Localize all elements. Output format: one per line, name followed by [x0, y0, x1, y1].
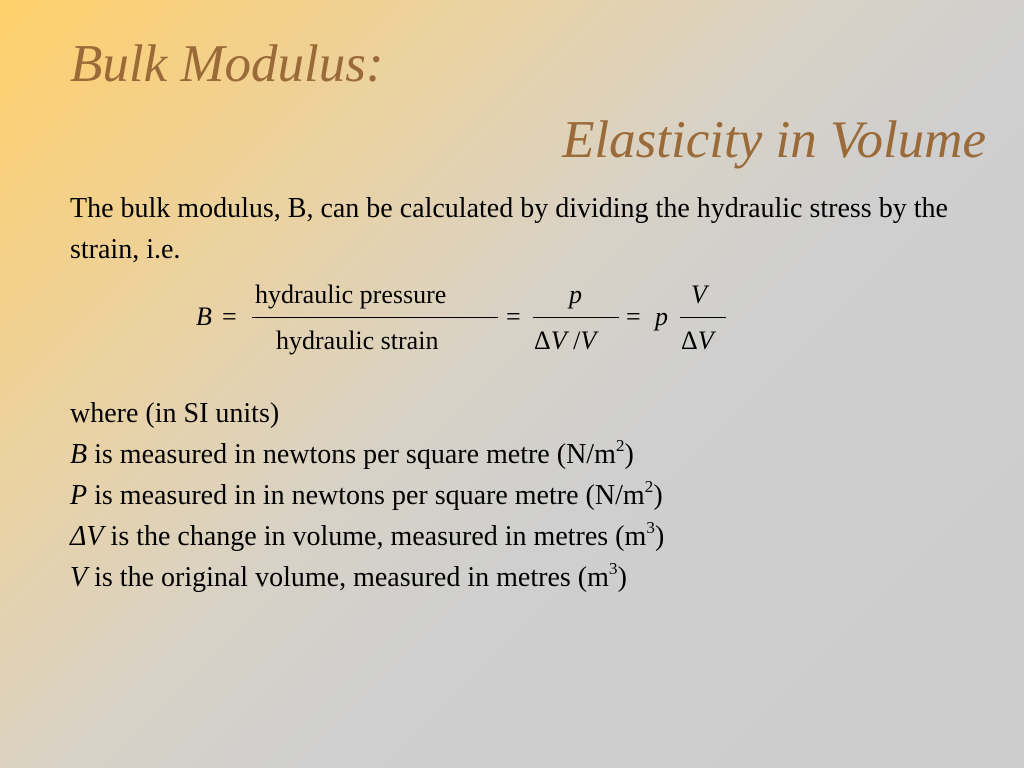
- eq-frac2-numerator: p: [569, 280, 582, 309]
- eq-frac2-slash: /: [566, 326, 581, 355]
- definition-b-symbol: B: [70, 439, 88, 470]
- definition-p: [70, 475, 664, 516]
- eq-frac1-bar: [252, 317, 498, 318]
- eq-lhs-b: B: [196, 302, 212, 331]
- definition-b-sup: 2: [615, 435, 625, 455]
- eq-frac2-bar: [533, 317, 619, 318]
- definition-b: [70, 434, 664, 475]
- definition-delta-v: [70, 516, 664, 557]
- definition-delta-v-text: is the change in volume, measured in metres (m: [103, 521, 647, 552]
- definition-delta-v-close: ): [654, 521, 665, 552]
- definition-v-symbol: V: [70, 562, 88, 593]
- definition-v-text: is the original volume, measured in metres (m: [87, 562, 609, 593]
- eq-equals-1: =: [222, 302, 237, 331]
- eq-p: p: [655, 302, 668, 331]
- eq-frac3-denominator: [681, 328, 714, 354]
- definitions-list: [70, 393, 664, 598]
- eq-frac2-delta: Δ: [534, 326, 551, 355]
- definition-delta-v-symbol: ΔV: [70, 521, 104, 552]
- definition-v: [70, 557, 664, 598]
- eq-frac2-v2: V: [580, 326, 597, 355]
- eq-frac3-delta: Δ: [681, 326, 698, 355]
- definition-b-text: is measured in newtons per square metre (N/m: [87, 439, 616, 470]
- eq-frac1-denominator: hydraulic strain: [276, 326, 439, 355]
- slide-title-line1: Bulk Modulus:: [70, 35, 384, 93]
- bulk-modulus-equation: [196, 277, 736, 357]
- eq-equals-2: =: [506, 302, 521, 331]
- definition-p-symbol: P: [70, 480, 88, 511]
- eq-frac1-numerator: hydraulic pressure: [255, 280, 447, 309]
- definition-b-close: ): [624, 439, 634, 470]
- slide-title-line2: Elasticity in Volume: [562, 111, 986, 169]
- definition-v-sup: 3: [608, 558, 618, 578]
- intro-paragraph: The bulk modulus, B, can be calculated by dividing the hydraulic stress by the strain, i.e.: [70, 193, 948, 265]
- definition-v-close: ): [617, 562, 627, 593]
- eq-frac3-numerator: V: [691, 280, 707, 309]
- definition-p-text: is measured in in newtons per square metre (N/m: [87, 480, 645, 511]
- eq-frac2-v1: V: [550, 326, 567, 355]
- definition-p-sup: 2: [644, 476, 654, 496]
- eq-frac3-v: V: [697, 326, 714, 355]
- eq-frac2-denominator: [534, 328, 596, 354]
- definition-delta-v-sup: 3: [646, 517, 655, 537]
- eq-frac3-bar: [680, 317, 726, 318]
- definition-p-close: ): [653, 480, 663, 511]
- eq-equals-3: =: [626, 302, 641, 331]
- definitions-intro: where (in SI units): [70, 398, 280, 429]
